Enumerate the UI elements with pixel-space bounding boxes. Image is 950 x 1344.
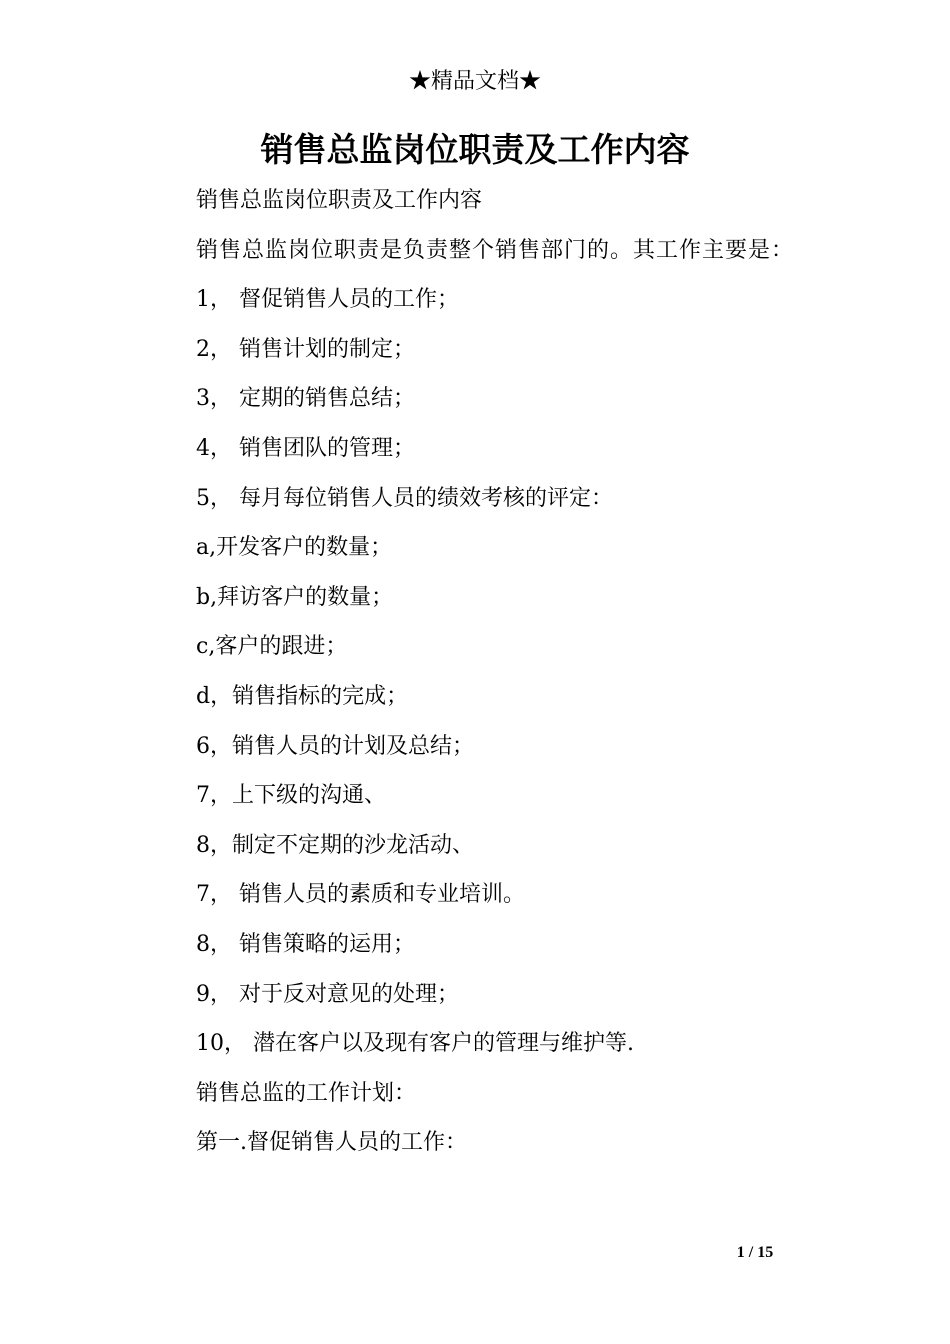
page-number: 1 / 15 bbox=[736, 1244, 774, 1261]
list-item: 8，制定不定期的沙龙活动、 bbox=[196, 832, 474, 858]
list-item: 1， 督促销售人员的工作； bbox=[196, 287, 459, 313]
section-heading: 第一.督促销售人员的工作： bbox=[196, 1130, 467, 1156]
paragraph-subtitle: 销售总监岗位职责及工作内容 bbox=[196, 188, 483, 213]
page-header: ★精品文档★ bbox=[408, 69, 541, 94]
list-item: 7，上下级的沟通、 bbox=[196, 783, 386, 809]
list-item: 10， 潜在客户以及现有客户的管理与维护等. bbox=[196, 1031, 634, 1057]
list-item: c,客户的跟进； bbox=[196, 634, 348, 660]
document-title: 销售总监岗位职责及工作内容 bbox=[260, 130, 690, 169]
document-body bbox=[146, 176, 816, 1168]
list-item: 3， 定期的销售总结； bbox=[196, 386, 415, 412]
list-item: 9， 对于反对意见的处理； bbox=[196, 981, 459, 1007]
list-item: a,开发客户的数量； bbox=[196, 535, 393, 561]
list-item: 8， 销售策略的运用； bbox=[196, 931, 415, 957]
list-item: 7， 销售人员的素质和专业培训。 bbox=[196, 882, 525, 908]
list-item: 4， 销售团队的管理； bbox=[196, 435, 415, 461]
list-item: d，销售指标的完成； bbox=[196, 683, 409, 709]
paragraph-intro: 销售总监岗位职责是负责整个销售部门的。其工作主要是： bbox=[196, 237, 795, 263]
list-item: 2， 销售计划的制定； bbox=[196, 336, 415, 362]
list-item: b,拜访客户的数量； bbox=[196, 584, 394, 610]
list-item: 6，销售人员的计划及总结； bbox=[196, 733, 474, 759]
list-item: 5， 每月每位销售人员的绩效考核的评定： bbox=[196, 485, 613, 511]
section-heading: 销售总监的工作计划： bbox=[196, 1080, 417, 1106]
